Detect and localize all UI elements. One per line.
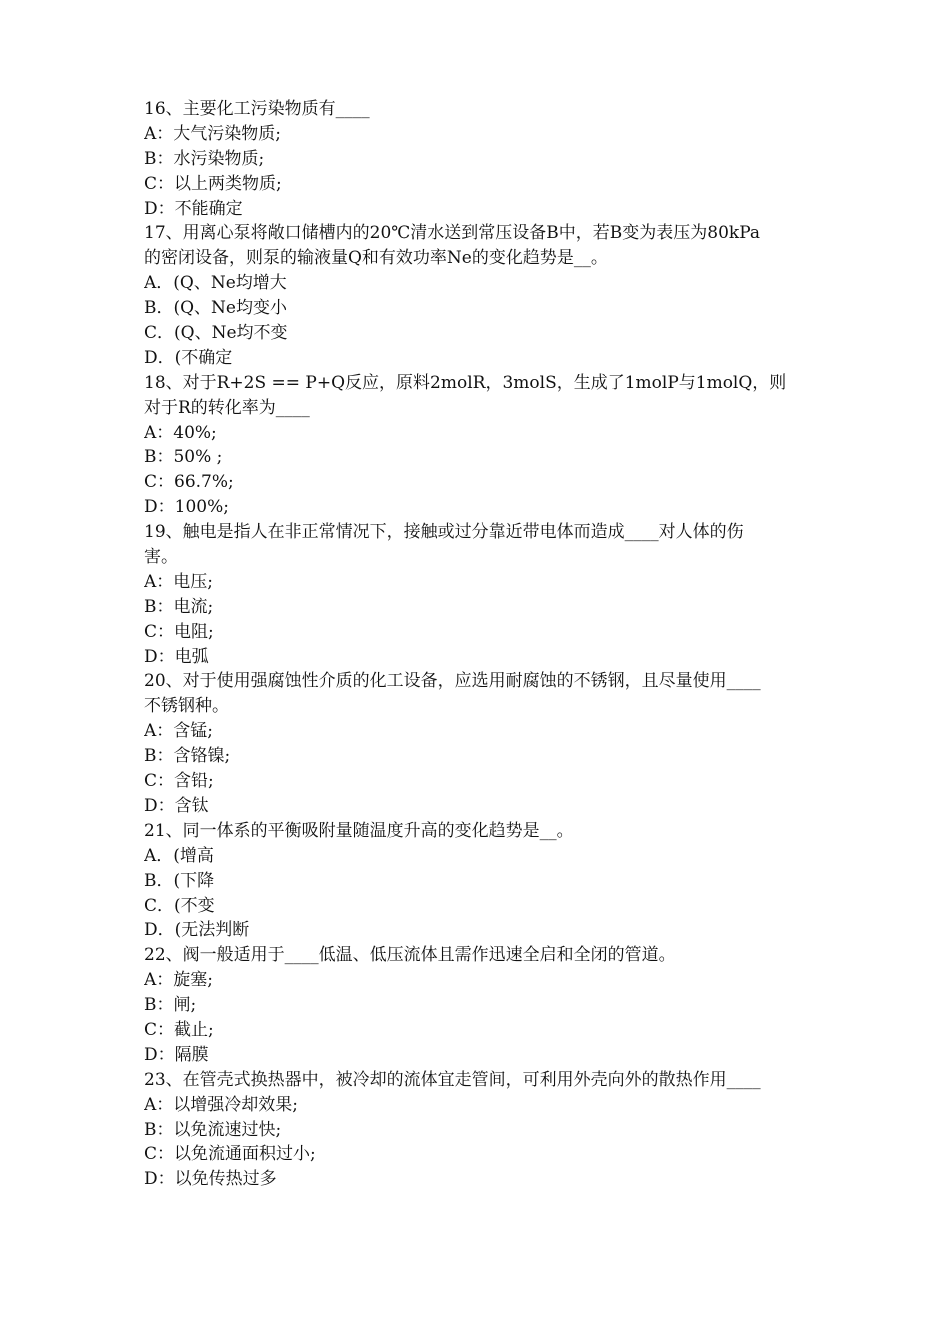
option-d: D．(无法判断 (144, 920, 250, 941)
option-b: B：水污染物质; (144, 148, 265, 169)
question-text: 21、同一体系的平衡吸附量随温度升高的变化趋势是__。 (144, 820, 574, 841)
option-c: C：截止; (144, 1019, 214, 1040)
question-20 (144, 669, 810, 818)
option-a: A：以增强冷却效果; (144, 1094, 299, 1115)
option-a: A：电压; (144, 571, 214, 592)
option-c: C：含铅; (144, 771, 214, 792)
question-18 (144, 371, 810, 520)
option-a: A：旋塞; (144, 970, 214, 991)
question-text: 17、用离心泵将敞口储槽内的20℃清水送到常压设备B中，若B变为表压为80kPa (144, 223, 761, 244)
question-text: 22、阀一般适用于____低温、低压流体且需作迅速全启和全闭的管道。 (144, 945, 676, 966)
option-a: A．(Q、Ne均增大 (144, 273, 287, 294)
option-b: B：以免流速过快; (144, 1119, 282, 1140)
option-d: D：以免传热过多 (144, 1169, 277, 1190)
option-a: A：含锰; (144, 721, 214, 742)
question-22 (144, 943, 810, 1067)
option-b: B：50% ; (144, 447, 223, 468)
option-a: A：大气污染物质; (144, 123, 282, 144)
question-17 (144, 221, 810, 370)
document-page (144, 97, 810, 1192)
option-d: D．(不确定 (144, 347, 233, 368)
option-c: C：66.7%; (144, 472, 234, 493)
option-b: B．(Q、Ne均变小 (144, 298, 287, 319)
question-text: 20、对于使用强腐蚀性介质的化工设备，应选用耐腐蚀的不锈钢，且尽量使用____ (144, 671, 761, 692)
option-c: C：以免流通面积过小; (144, 1144, 316, 1165)
option-c: C．(Q、Ne均不变 (144, 323, 288, 344)
option-d: D：含钛 (144, 795, 209, 816)
option-b: B：含铬镍; (144, 746, 231, 767)
option-b: B：电流; (144, 596, 214, 617)
option-a: A．(增高 (144, 845, 214, 866)
question-text: 18、对于R+2S == P+Q反应，原料2molR，3molS，生成了1molP与1molQ，则 (144, 372, 787, 393)
question-16 (144, 97, 810, 221)
question-21 (144, 819, 810, 943)
question-text: 16、主要化工污染物质有____ (144, 99, 370, 119)
option-b: B：闸; (144, 995, 197, 1016)
question-text: 19、触电是指人在非正常情况下，接触或过分靠近带电体而造成____对人体的伤 (144, 522, 744, 543)
question-text-cont: 对于R的转化率为____ (144, 397, 310, 418)
question-text: 23、在管壳式换热器中，被冷却的流体宜走管间，可利用外壳向外的散热作用____ (144, 1069, 761, 1090)
question-text-cont: 害。 (144, 547, 178, 568)
option-d: D：100%; (144, 497, 229, 518)
option-d: D：电弧 (144, 646, 209, 667)
option-b: B．(下降 (144, 870, 215, 891)
option-c: C．(不变 (144, 895, 215, 916)
question-23 (144, 1068, 810, 1192)
option-c: C：以上两类物质; (144, 173, 282, 194)
question-19 (144, 520, 810, 669)
option-d: D：不能确定 (144, 198, 243, 219)
question-text-cont: 的密闭设备，则泵的输液量Q和有效功率Ne的变化趋势是__。 (144, 248, 608, 269)
option-c: C：电阻; (144, 621, 214, 642)
option-a: A：40%; (144, 422, 217, 443)
question-text-cont: 不锈钢种。 (144, 696, 229, 717)
option-d: D：隔膜 (144, 1044, 209, 1065)
